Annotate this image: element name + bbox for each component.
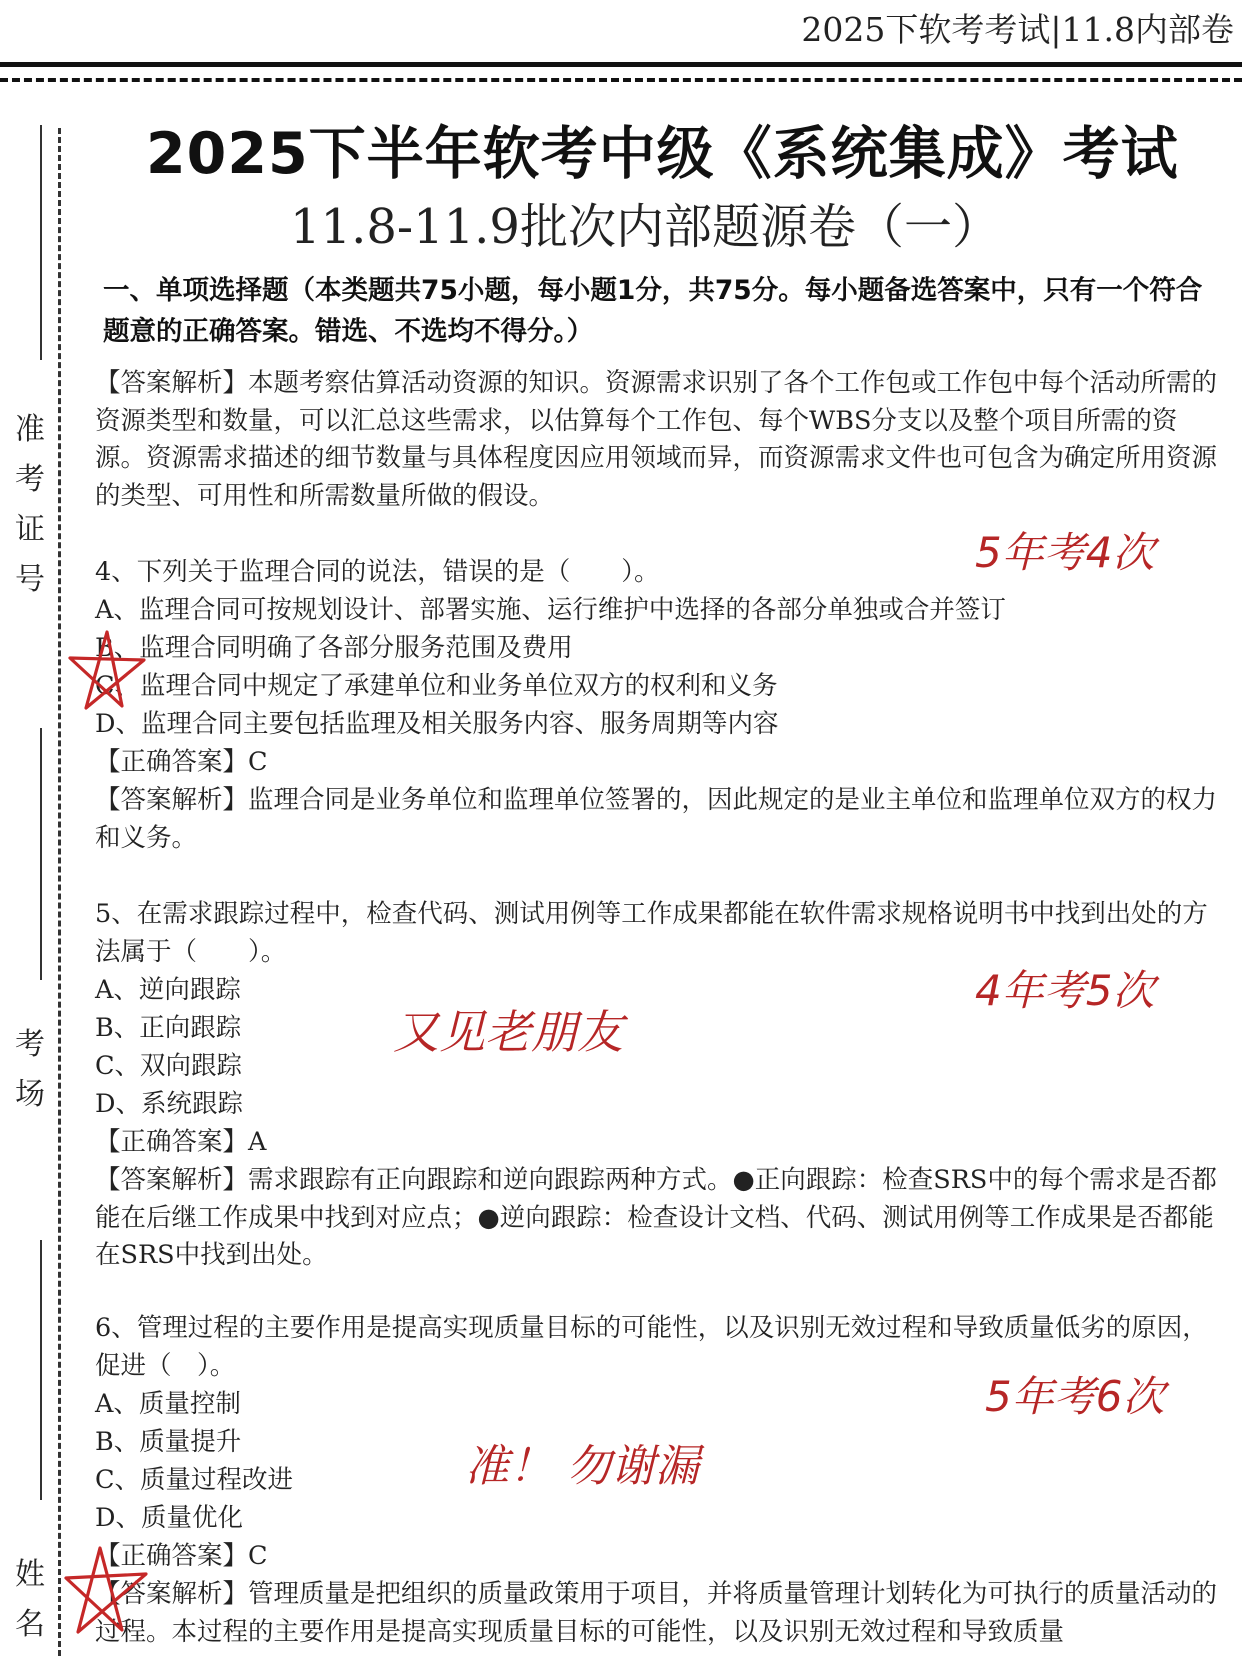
question-stem: 4、下列关于监理合同的说法，错误的是（ ）。 <box>95 557 660 587</box>
margin-fill-line <box>40 125 42 360</box>
option-c: C、双向跟踪 <box>95 1051 243 1081</box>
handwritten-note-q6: 5年考6次 <box>985 1372 1165 1421</box>
option-a: A、逆向跟踪 <box>95 975 241 1005</box>
handwritten-note-q4: 5年考4次 <box>975 528 1155 577</box>
answer-analysis: 【答案解析】监理合同是业务单位和监理单位签署的，因此规定的是业主单位和监理单位双方的权力和义务。 <box>95 785 1218 853</box>
option-c: C、质量过程改进 <box>95 1465 294 1495</box>
header-rule <box>0 62 1242 67</box>
handwritten-note-q5: 4年考5次 <box>975 966 1155 1015</box>
question-stem: 5、在需求跟踪过程中，检查代码、测试用例等工作成果都能在软件需求规格说明书中找到出处的方法属于（ ）。 <box>95 899 1208 967</box>
section-heading: 一、单项选择题（本类题共75小题，每小题1分，共75分。每小题备选答案中，只有一个符合题意的正确答案。错选、不选均不得分。） <box>103 275 1203 347</box>
star-mark-icon <box>60 1544 152 1636</box>
star-mark-icon <box>64 628 150 714</box>
header-tag: 2025下软考考试|11.8内部卷 <box>801 10 1234 49</box>
margin-fill-line <box>40 1240 42 1500</box>
option-a: A、监理合同可按规划设计、部署实施、运行维护中选择的各部分单独或合并签订 <box>95 595 1006 625</box>
option-b: B、质量提升 <box>95 1427 242 1457</box>
margin-label-name: 姓名 <box>15 1557 45 1642</box>
answer-analysis: 【答案解析】管理质量是把组织的质量政策用于项目，并将质量管理计划转化为可执行的质量活动的过程。本过程的主要作用是提高实现质量目标的可能性，以及识别无效过程和导致质量 <box>95 1579 1218 1647</box>
question-stem: 6、管理过程的主要作用是提高实现质量目标的可能性，以及识别无效过程和导致质量低劣的原因，促进（ ）。 <box>95 1313 1208 1381</box>
margin-dashed-line <box>58 128 61 1656</box>
header-dashed-rule <box>0 78 1242 82</box>
handwritten-comment-q5: 又见老朋友 <box>393 1005 623 1059</box>
margin-label-exam-room: 考场 <box>15 1027 45 1112</box>
option-d: D、质量优化 <box>95 1503 243 1533</box>
option-c: C、监理合同中规定了承建单位和业务单位双方的权利和义务 <box>95 671 778 701</box>
option-d: D、系统跟踪 <box>95 1089 243 1119</box>
correct-answer: 【正确答案】C <box>95 747 268 777</box>
option-a: A、质量控制 <box>95 1389 241 1419</box>
correct-answer: 【正确答案】A <box>95 1127 267 1157</box>
option-b: B、正向跟踪 <box>95 1013 242 1043</box>
margin-label-exam-id: 准考证号 <box>15 412 45 597</box>
margin-fill-line <box>40 728 42 980</box>
option-b: B、监理合同明确了各部分服务范围及费用 <box>95 633 573 663</box>
correct-answer: 【正确答案】C <box>95 1541 268 1571</box>
option-d: D、监理合同主要包括监理及相关服务内容、服务周期等内容 <box>95 709 779 739</box>
page-subtitle: 11.8-11.9批次内部题源卷（一） <box>290 199 1000 255</box>
handwritten-comment-q6: 准！ 勿谢漏 <box>465 1441 699 1492</box>
page-title: 2025下半年软考中级《系统集成》考试 <box>146 121 1179 187</box>
answer-analysis: 【答案解析】需求跟踪有正向跟踪和逆向跟踪两种方式。●正向跟踪：检查SRS中的每个需求是否都能在后继工作成果中找到对应点；●逆向跟踪：检查设计文档、代码、测试用例等工作成果是否都能在SRS中找到出处。 <box>95 1165 1217 1271</box>
intro-analysis: 【答案解析】本题考察估算活动资源的知识。资源需求识别了各个工作包或工作包中每个活动所需的资源类型和数量，可以汇总这些需求，以估算每个工作包、每个WBS分支以及整个项目所需的资源。资源需求描述的细节数量与具体程度因应用领域而异，而资源需求文件也可包含为确定所用资源的类型、可用性和所需数量所做的假设。 <box>95 368 1218 511</box>
